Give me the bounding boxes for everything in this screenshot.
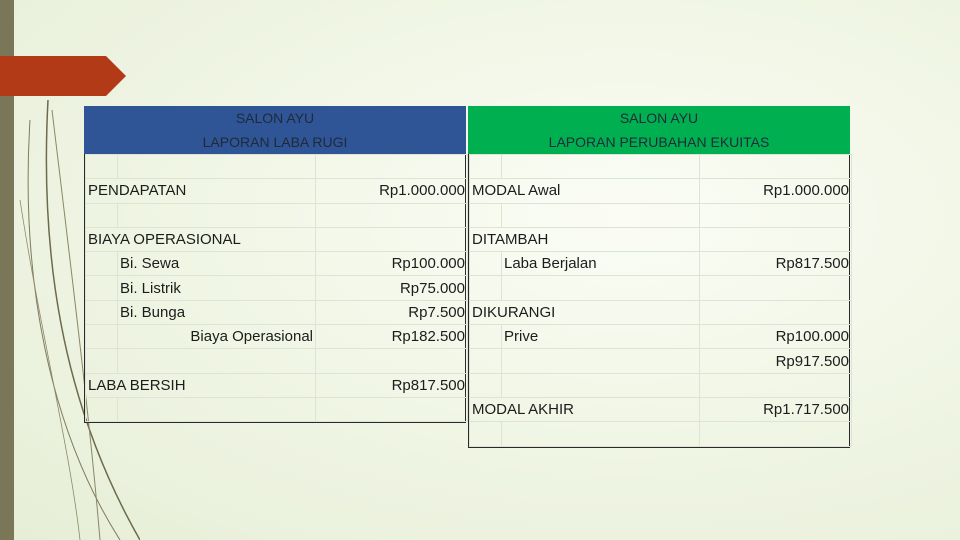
income-statement-table [85,154,468,422]
row-label: BIAYA OPERASIONAL [86,227,316,251]
income-statement-title: SALON AYU [235,110,315,126]
income-statement-subtitle: LAPORAN LABA RUGI [202,134,348,150]
row-amount: Rp817.500 [700,252,852,276]
row-amount: Rp1.000.000 [700,179,852,203]
equity-statement-header [468,106,850,154]
table-row [86,325,468,349]
row-amount: Rp100.000 [700,325,852,349]
table-row [86,300,468,324]
table-row [86,179,468,203]
table-row [86,276,468,300]
table-row [470,252,852,276]
table-row [86,227,468,251]
row-label: Bi. Sewa [118,252,316,276]
table-row [470,349,852,373]
row-label: Bi. Bunga [118,300,316,324]
row-amount: Rp182.500 [316,325,468,349]
table-row [86,203,468,227]
row-amount [700,227,852,251]
equity-statement-table [469,154,852,447]
table-row [470,155,852,179]
table-row [86,373,468,397]
row-label: Laba Berjalan [502,252,700,276]
equity-statement [468,106,850,448]
row-amount [700,300,852,324]
table-row [470,179,852,203]
row-label: Biaya Operasional [118,325,316,349]
table-row [470,227,852,251]
income-statement-header [84,106,466,154]
table-row [470,397,852,421]
row-amount: Rp7.500 [316,300,468,324]
row-label: MODAL Awal [470,179,700,203]
table-row [86,349,468,373]
row-amount: Rp1.000.000 [316,179,468,203]
row-label: PENDAPATAN [86,179,316,203]
row-amount: Rp817.500 [316,373,468,397]
table-row [470,203,852,227]
equity-statement-title: SALON AYU [619,110,699,126]
row-label: MODAL AKHIR [470,397,700,421]
row-label: DITAMBAH [470,227,700,251]
table-row [470,422,852,446]
table-row [470,325,852,349]
row-amount: Rp75.000 [316,276,468,300]
equity-statement-subtitle: LAPORAN PERUBAHAN EKUITAS [548,134,770,150]
table-row [470,373,852,397]
table-row [470,300,852,324]
row-amount: Rp917.500 [700,349,852,373]
row-amount: Rp1.717.500 [700,397,852,421]
row-label: DIKURANGI [470,300,700,324]
income-statement-frame [84,154,466,423]
title-arrow-shape [0,56,126,96]
row-label: Prive [502,325,700,349]
table-row [470,276,852,300]
equity-statement-frame [468,154,850,448]
row-amount: Rp100.000 [316,252,468,276]
row-label: Bi. Listrik [118,276,316,300]
table-row [86,397,468,421]
row-amount [316,227,468,251]
table-row [86,252,468,276]
table-row [86,155,468,179]
income-statement [84,106,466,423]
row-label: LABA BERSIH [86,373,316,397]
